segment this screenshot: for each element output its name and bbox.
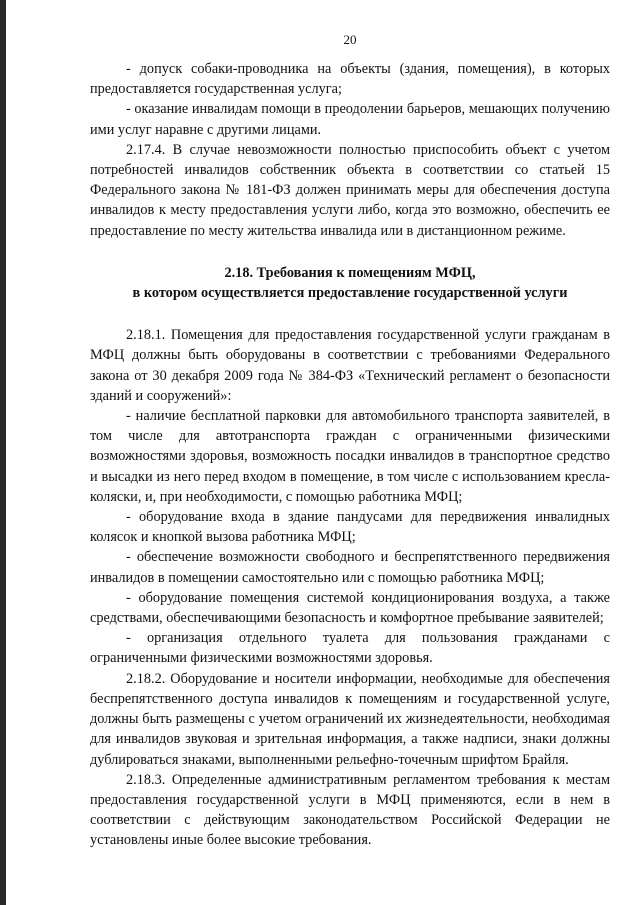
paragraph-2-18-3: 2.18.3. Определенные административным регламентом требования к местам предоставления государственной услуги в МФЦ применяются, если в нем в соответствии с действующим законодательством Российской Федерации не установлены иные более высокие требования.: [90, 771, 610, 849]
paragraph-barrier-help: - оказание инвалидам помощи в преодолении барьеров, мешающих получению ими услуг наравне с другими лицами.: [90, 101, 610, 138]
paragraph-2-18-2: 2.18.2. Оборудование и носители информации, необходимые для обеспечения беспрепятственного доступа инвалидов к помещениям и государственной услуге, должны быть размещены с учетом ограничений их жизнедеятельности, необходимая для инвалидов звуковая и зрительная информация, а также надписи, знаки должны дублироваться знаками, выполненными рельефно-точечным шрифтом Брайля.: [90, 670, 610, 768]
paragraph-2-18-1: 2.18.1. Помещения для предоставления государственной услуги гражданам в МФЦ должны быть оборудованы в соответствии с требованиями Федерального закона от 30 декабря 2009 года № 384-ФЗ «Технический регламент о безопасности зданий и сооружений»:: [90, 327, 610, 404]
paragraph-guide-dog: - допуск собаки-проводника на объекты (здания, помещения), в которых предоставляется государственная услуга;: [90, 61, 610, 98]
section-heading-line-2: в котором осуществляется предоставление государственной услуги: [132, 285, 568, 302]
section-heading-2-18: [90, 263, 610, 303]
paragraph-free-movement: - обеспечение возможности свободного и беспрепятственного передвижения инвалидов в помещении самостоятельно или с помощью работника МФЦ;: [90, 549, 610, 586]
paragraph-toilet: - организация отдельного туалета для пользования гражданами с ограниченными физическими возможностями здоровья.: [90, 630, 610, 667]
paragraph-2-17-4: 2.17.4. В случае невозможности полностью приспособить объект с учетом потребностей инвалидов собственник объекта в соответствии со статьей 15 Федерального закона № 181-ФЗ должен принимать меры для обеспечения доступа инвалидов к месту предоставления услуги либо, когда это возможно, обеспечить ее предоставление по месту жительства инвалида или в дистанционном режиме.: [90, 141, 610, 239]
paragraph-parking: - наличие бесплатной парковки для автомобильного транспорта заявителей, в том числе для автотранспорта граждан с ограниченными физическими возможностями здоровья, возможность посадки инвалидов в транспортное средство и высадки из него перед входом в помещение, в том числе с использованием кресла-коляски, и, при необходимости, с помощью работника МФЦ;: [90, 408, 610, 505]
section-heading-line-1: 2.18. Требования к помещениям МФЦ,: [224, 264, 476, 281]
page-number: 20: [343, 32, 357, 47]
paragraph-air-conditioning: - оборудование помещения системой кондиционирования воздуха, а также средствами, обеспечивающими безопасность и комфортное пребывание заявителей;: [90, 589, 610, 627]
paragraph-ramps: - оборудование входа в здание пандусами для передвижения инвалидных колясок и кнопкой вызова работника МФЦ;: [90, 509, 610, 546]
